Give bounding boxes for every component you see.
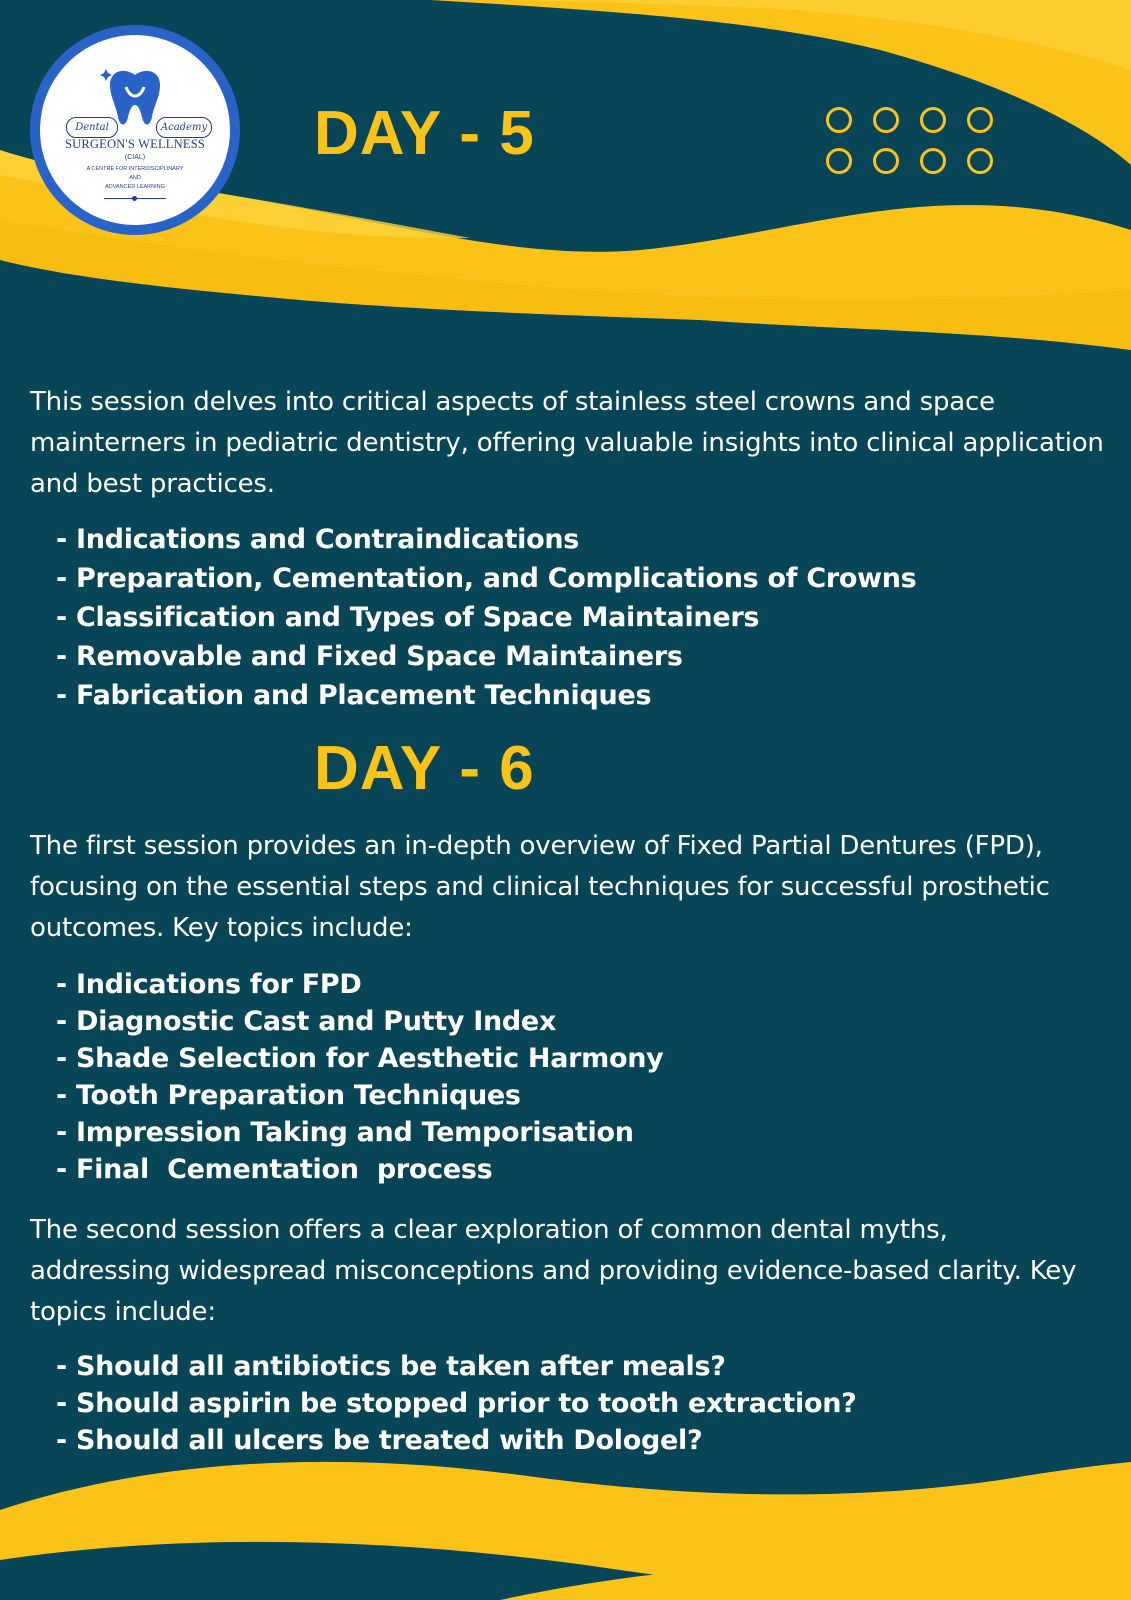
circle-icon <box>873 107 899 133</box>
logo-academy-label: Academy <box>156 117 212 138</box>
list-item: - Should all ulcers be treated with Dologel? <box>56 1425 703 1456</box>
logo-tagline-line: A CENTRE FOR INTERDISCIPLINARY <box>86 166 184 172</box>
list-item: - Indications for FPD <box>56 969 362 1000</box>
logo-name: SURGEON'S WELLNESS <box>64 137 205 151</box>
list-item: - Preparation, Cementation, and Complications of Crowns <box>56 563 917 594</box>
list-item: - Diagnostic Cast and Putty Index <box>56 1006 557 1037</box>
circle-icon <box>920 148 946 174</box>
circle-icon <box>826 148 852 174</box>
day5-intro: This session delves into critical aspects of stainless steel crowns and space mainterners in pediatric dentistry, offering valuable insights into clinical application and best practices. <box>30 387 1104 499</box>
day5-topic-list <box>56 520 916 715</box>
list-item: - Indications and Contraindications <box>56 524 580 555</box>
day6-intro: The first session provides an in-depth overview of Fixed Partial Dentures (FPD), focusing on the essential steps and clinical techniques for successful prosthetic outcomes. Key topics include: <box>30 831 1050 943</box>
list-item: - Impression Taking and Temporisation <box>56 1117 634 1148</box>
day6-myth-list <box>56 1348 856 1459</box>
logo-tagline <box>65 165 205 192</box>
list-item: - Final Cementation process <box>56 1154 493 1185</box>
circle-icon <box>920 107 946 133</box>
circle-icon <box>967 107 993 133</box>
list-item: - Tooth Preparation Techniques <box>56 1080 521 1111</box>
day6-second-intro: The second session offers a clear exploration of common dental myths, addressing widespread misconceptions and providing evidence-based clarity. Key topics include: <box>30 1215 1077 1327</box>
academy-logo <box>30 25 240 235</box>
day6-topic-list <box>56 966 663 1188</box>
circle-icon <box>967 148 993 174</box>
list-item: - Classification and Types of Space Maintainers <box>56 602 760 633</box>
logo-tagline-line: ADVANCED LEARNING <box>105 184 165 190</box>
circle-icon <box>826 107 852 133</box>
list-item: - Fabrication and Placement Techniques <box>56 680 652 711</box>
day5-title: DAY - 5 <box>314 99 535 168</box>
logo-tagline-line: AND <box>129 175 141 181</box>
list-item: - Removable and Fixed Space Maintainers <box>56 641 683 672</box>
day6-title: DAY - 6 <box>314 734 535 803</box>
logo-inner <box>40 35 230 225</box>
logo-abbr: (CIAL) <box>124 154 146 161</box>
circle-icon <box>873 148 899 174</box>
decorative-circles <box>826 107 998 174</box>
list-item: - Should all antibiotics be taken after meals? <box>56 1351 726 1382</box>
logo-dental-label: Dental <box>66 117 118 138</box>
list-item: - Shade Selection for Aesthetic Harmony <box>56 1043 664 1074</box>
list-item: - Should aspirin be stopped prior to tooth extraction? <box>56 1388 857 1419</box>
logo-divider-dot <box>132 196 137 201</box>
